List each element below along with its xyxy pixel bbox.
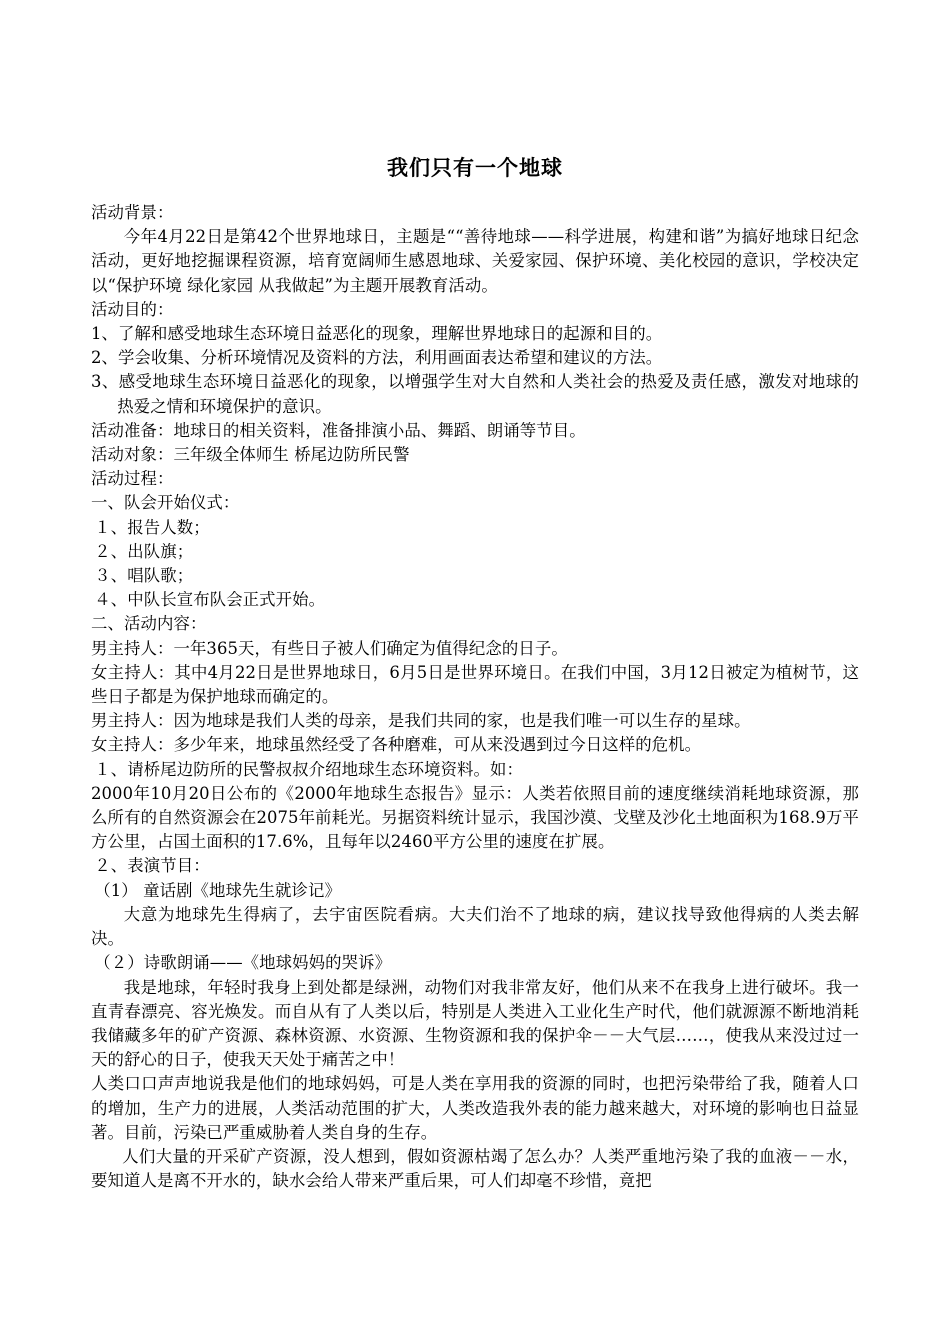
poem-paragraph-3: 人们大量的开采矿产资源，没人想到，假如资源枯竭了怎么办？人类严重地污染了我的血液－－水，要知道人是离不开水的，缺水会给人带来严重后果，可人们却毫不珍惜，竟把 — [91, 1146, 859, 1191]
audience-line: 活动对象：三年级全体师生 桥尾边防所民警 — [91, 445, 410, 465]
opening-step-2: ２、出队旗； — [94, 541, 194, 561]
document-title: 我们只有一个地球 — [387, 155, 563, 180]
section-heading-goals: 活动目的： — [91, 299, 174, 319]
document-page — [91, 153, 859, 1193]
preparation-line: 活动准备：地球日的相关资料，准备排演小品、舞蹈、朗诵等节目。 — [91, 420, 586, 440]
host-line-4: 女主持人：多少年来，地球虽然经受了各种磨难，可从来没遇到过今日这样的危机。 — [91, 735, 702, 755]
program-item-1: （1） 童话剧《地球先生就诊记》 — [94, 880, 341, 900]
host-line-1: 男主持人：一年365天，有些日子被人们确定为值得纪念的日子。 — [91, 638, 568, 658]
subheading-opening: 一、队会开始仪式： — [91, 493, 240, 513]
opening-step-3: ３、唱队歌； — [94, 566, 194, 586]
subheading-content: 二、活动内容： — [91, 614, 207, 634]
program-item-2: （２）诗歌朗诵——《地球妈妈的哭诉》 — [94, 953, 392, 973]
poem-paragraph-1: 我是地球，年轻时我身上到处都是绿洲，动物们对我非常友好，他们从来不在我身上进行破坏。我一直青春漂亮、容光焕发。而自从有了人类以后，特别是人类进入工业化生产时代，他们就源源不断地消耗我储藏多年的矿产资源、森林资源、水资源、生物资源和我的保护伞－－大气层……，使我从来没过过一天的舒心的日子，使我天天处于痛苦之中！ — [91, 977, 859, 1070]
goal-item-1: 1、了解和感受地球生态环境日益恶化的现象，理解世界地球日的起源和目的。 — [91, 324, 663, 344]
ecology-report-paragraph: 2000年10月20日公布的《2000年地球生态报告》显示：人类若依照目前的速度继续消耗地球资源，那么所有的自然资源会在2075年前耗光。另据资料统计显示，我国沙漠、戈壁及沙化土地面积为168.9万平方公里，占国土面积的17.6%，且每年以2460平方公里的速度在扩展。 — [91, 783, 859, 852]
opening-step-1: １、报告人数； — [94, 517, 210, 537]
content-step-1: １、请桥尾边防所的民警叔叔介绍地球生态环境资料。如： — [94, 759, 524, 779]
goal-item-2: 2、学会收集、分析环境情况及资料的方法，利用画面表达希望和建议的方法。 — [91, 348, 663, 368]
host-line-2: 女主持人：其中4月22日是世界地球日，6月5日是世界环境日。在我们中国，3月12日被定为植树节，这些日子都是为保护地球而确定的。 — [91, 662, 859, 707]
opening-step-4: ４、中队长宣布队会正式开始。 — [94, 590, 326, 610]
goal-item-3: 3、感受地球生态环境日益恶化的现象，以增强学生对大自然和人类社会的热爱及责任感，激发对地球的热爱之情和环境保护的意识。 — [91, 372, 859, 416]
content-step-2: ２、表演节目： — [94, 856, 210, 876]
poem-paragraph-2: 人类口口声声地说我是他们的地球妈妈，可是人类在享用我的资源的同时，也把污染带给了我，随着人口的增加，生产力的进展，人类活动范围的扩大，人类改造我外表的能力越来越大，对环境的影响也日益显著。目前，污染已严重威胁着人类自身的生存。 — [91, 1074, 859, 1142]
section-heading-background: 活动背景： — [91, 203, 174, 222]
program-item-1-summary: 大意为地球先生得病了，去宇宙医院看病。大夫们治不了地球的病，建议找导致他得病的人类去解决。 — [91, 904, 859, 949]
section-heading-process: 活动过程： — [91, 469, 174, 489]
background-paragraph: 今年4月22日是第42个世界地球日，主题是““善待地球——科学进展，构建和谐”为搞好地球日纪念活动，更好地挖掘课程资源，培育宽阔师生感恩地球、关爱家园、保护环境、美化校园的意识，学校决定以“保护环境 绿化家园 从我做起”为主题开展教育活动。 — [91, 227, 859, 295]
host-line-3: 男主持人：因为地球是我们人类的母亲，是我们共同的家，也是我们唯一可以生存的星球。 — [91, 711, 751, 731]
